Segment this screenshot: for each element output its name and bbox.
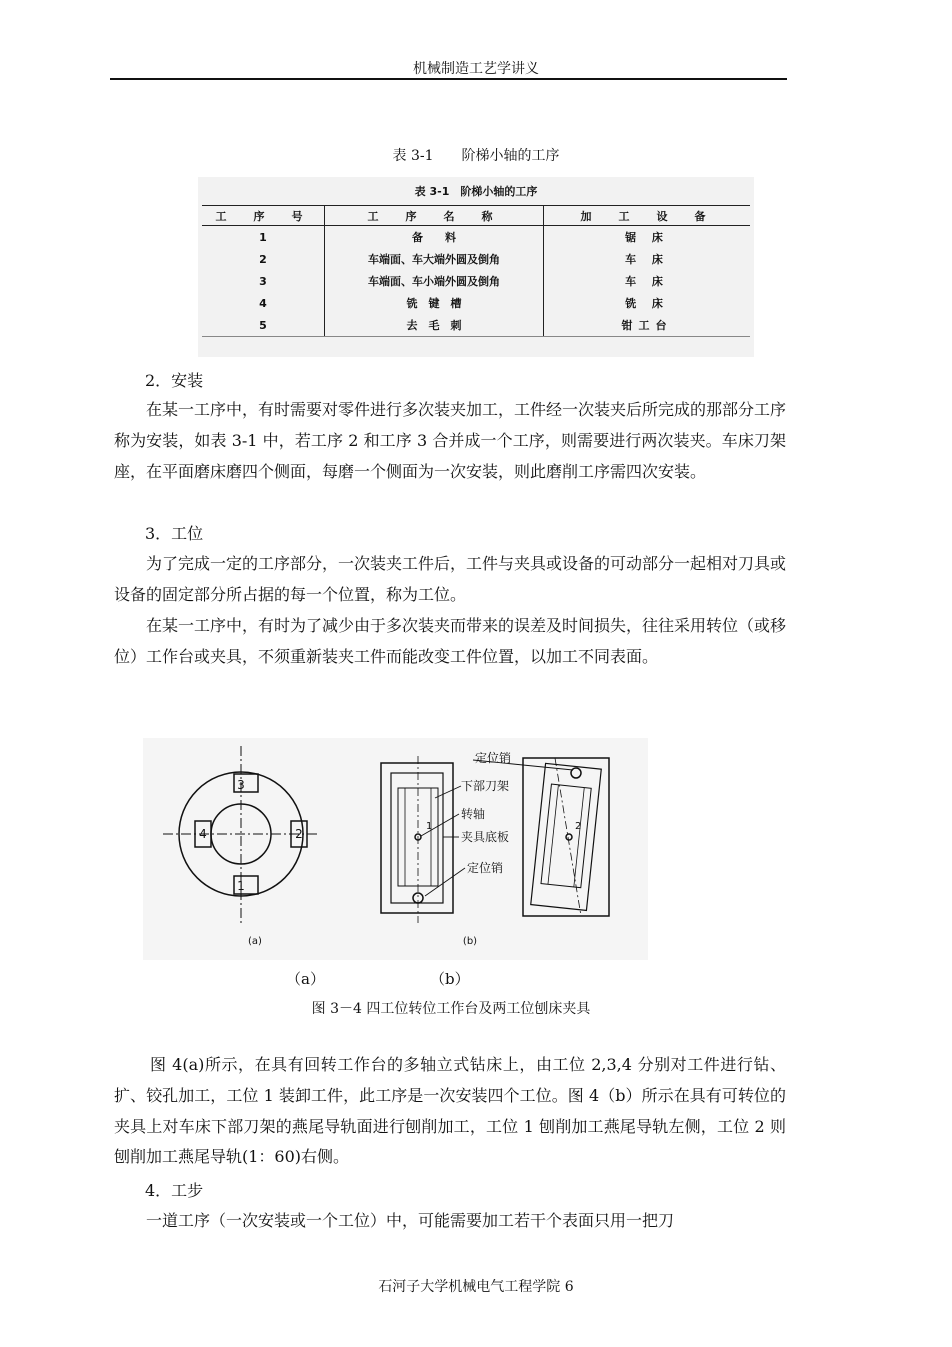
cell-step-no: 3 [202, 270, 325, 292]
figure-caption: 图 3－4 四工位转位工作台及两工位刨床夹具 [311, 1001, 591, 1017]
table-row [202, 314, 750, 337]
fixture-station-1-label: 1 [426, 821, 433, 832]
station-label-4: 4 [199, 827, 207, 841]
table-caption: 表 3-1 阶梯小轴的工序 [392, 148, 560, 164]
table-row [202, 270, 750, 292]
section-heading-installation: 2．安装 [145, 371, 204, 390]
page-header-title: 机械制造工艺学讲义 [413, 61, 539, 77]
pivot-right [566, 834, 572, 840]
cell-equipment: 车 床 [625, 275, 669, 288]
cell-step-name: 备 料 [325, 226, 544, 249]
cell-step-name: 车端面、车大端外圆及倒角 [325, 248, 544, 270]
page-footer: 石河子大学机械电气工程学院 6 [378, 1279, 574, 1295]
table-row [202, 292, 750, 314]
station-label-2: 2 [295, 827, 303, 841]
col-header-equipment: 加 工 设 备 [544, 206, 751, 226]
callout-lower-tool-holder: 下部刀架 [461, 779, 510, 793]
cell-equipment: 车 床 [625, 253, 669, 266]
paragraph-station-indexing: 在某一工序中，有时为了减少由于多次装夹而带来的误差及时间损失，往往采用转位（或移位）工作台或夹具，不须重新装夹工件而能改变工件位置，以加工不同表面。 [114, 616, 787, 666]
cell-step-name: 车端面、车小端外圆及倒角 [325, 270, 544, 292]
process-table [202, 205, 750, 337]
figure-drawing [143, 738, 648, 960]
paragraph-work-step: 一道工序（一次安装或一个工位）中，可能需要加工若干个表面只用一把刀 [146, 1211, 675, 1230]
cell-equipment: 铣 床 [625, 297, 669, 310]
cell-step-no: 5 [202, 314, 325, 337]
col-header-step-name: 工 序 名 称 [325, 206, 544, 226]
callout-base-plate: 夹具底板 [461, 830, 510, 844]
section-heading-station: 3．工位 [145, 524, 204, 543]
header-rule [110, 78, 787, 80]
table-row [202, 248, 750, 270]
col-header-step-no: 工 序 号 [202, 206, 325, 226]
paragraph-station-definition: 为了完成一定的工序部分，一次装夹工件后，工件与夹具或设备的可动部分一起相对刀具或设备的固定部分所占据的每一个位置，称为工位。 [114, 554, 787, 604]
fixture-station-2-label: 2 [575, 821, 582, 832]
table-inner-title: 表 3-1 阶梯小轴的工序 [414, 185, 538, 198]
callout-locating-pin-top: 定位销 [475, 751, 512, 765]
station-label-1: 1 [237, 879, 245, 893]
table-header-row [202, 206, 750, 226]
cell-step-name: 去 毛 刺 [325, 314, 544, 337]
section-heading-work-step: 4．工步 [145, 1181, 204, 1200]
cell-step-name: 铣 键 槽 [325, 292, 544, 314]
cell-step-no: 2 [202, 248, 325, 270]
table-row [202, 226, 750, 249]
callout-pivot: 转轴 [461, 807, 486, 821]
figure-label-a: （a） [286, 970, 325, 988]
paragraph-figure-explanation: 图 4(a)所示，在具有回转工作台的多轴立式钻床上，由工位 2,3,4 分别对工件进行钻、扩、铰孔加工，工位 1 装卸工件，此工序是一次安装四个工位。图 4（b）所示在具有可转位的夹具上对车床下部刀架的燕尾导轨面进行刨削加工，工位 1 刨削加工燕尾导轨左侧，工位 2 则刨削加工燕尾导轨(1：60)右侧。 [114, 1055, 786, 1167]
cell-step-no: 4 [202, 292, 325, 314]
paragraph-installation: 在某一工序中，有时需要对零件进行多次装夹加工，工件经一次装夹后所完成的那部分工序称为安装，如表 3-1 中，若工序 2 和工序 3 合并成一个工序，则需要进行两次装夹。车床刀架座，在平面磨床磨四个侧面，每磨一个侧面为一次安装，则此磨削工序需四次安装。 [114, 400, 787, 481]
process-table-image [198, 177, 754, 357]
figure-indexing-fixtures [143, 738, 648, 960]
figure-label-b: （b） [430, 970, 470, 988]
cell-equipment: 钳工台 [544, 314, 751, 337]
station-label-3: 3 [237, 778, 245, 792]
sub-label-a: (a) [248, 936, 262, 947]
cell-step-no: 1 [202, 226, 325, 249]
cell-equipment: 锯 床 [625, 231, 669, 244]
fixture-base-plate-left [381, 763, 453, 913]
callout-locating-pin-bottom: 定位销 [467, 861, 504, 875]
sub-label-b: (b) [462, 936, 478, 947]
